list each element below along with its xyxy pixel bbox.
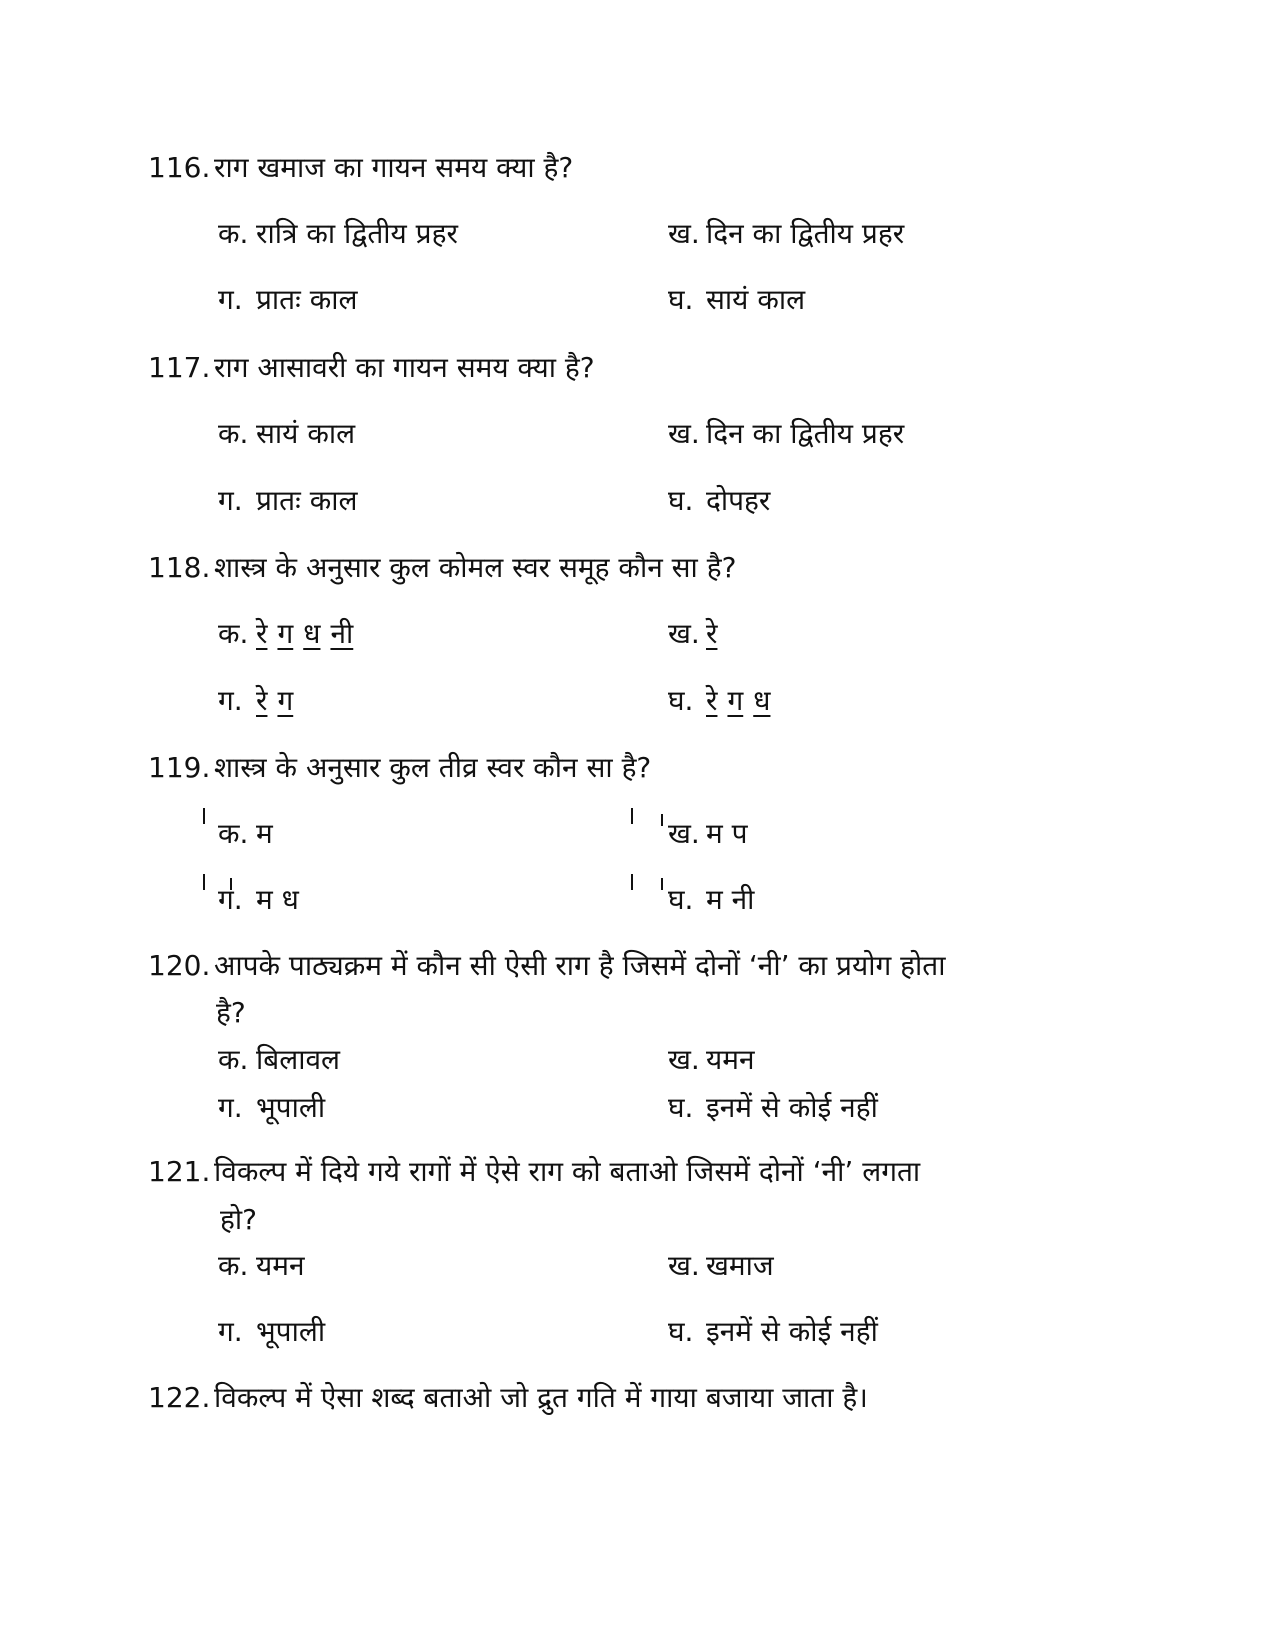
question-number: 118. <box>148 551 211 584</box>
question-text: विकल्प में दिये गये रागों में ऐसे राग को बताओ जिसमें दोनों ‘नी’ लगता <box>214 1155 921 1188</box>
option-marker: ग. <box>218 283 243 316</box>
question-number: 116. <box>148 151 211 184</box>
question-number: 121. <box>148 1155 211 1188</box>
option-ga <box>218 1312 325 1352</box>
option-kha <box>668 1040 755 1080</box>
question-text: राग खमाज का गायन समय क्या है? <box>214 151 574 184</box>
option-marker: घ. <box>668 484 694 517</box>
option-ka <box>218 214 458 254</box>
komal-note: ग <box>727 684 744 717</box>
option-marker: क. <box>218 1043 249 1076</box>
option-marker: ग. <box>218 883 243 916</box>
option-marker: क. <box>218 1249 249 1282</box>
option-text: म <box>256 817 273 850</box>
question-number: 120. <box>148 949 211 982</box>
option-gha <box>668 280 805 320</box>
option-text: यमन <box>706 1043 755 1076</box>
option-gha <box>668 481 770 521</box>
question-121 <box>148 1152 920 1192</box>
option-marker: क. <box>218 617 249 650</box>
question-number: 119. <box>148 751 211 784</box>
option-ga <box>218 880 299 920</box>
option-text: भूपाली <box>256 1091 326 1124</box>
option-marker: घ. <box>668 684 694 717</box>
option-text: भूपाली <box>256 1315 326 1348</box>
tivra-mark <box>203 874 205 890</box>
tivra-mark <box>631 808 633 824</box>
tivra-mark <box>203 808 205 824</box>
option-ka <box>218 1040 340 1080</box>
option-text: प्रातः काल <box>256 484 358 517</box>
komal-note: ग <box>277 684 294 717</box>
option-ga <box>218 681 303 721</box>
tivra-mark <box>631 874 633 890</box>
option-marker: क. <box>218 417 249 450</box>
option-marker: ख. <box>668 817 700 850</box>
option-marker: ख. <box>668 1043 700 1076</box>
question-text-continued: है? <box>216 996 246 1029</box>
option-kha <box>668 1246 774 1286</box>
option-ka <box>218 614 363 654</box>
option-ka <box>218 814 273 854</box>
komal-note: नी <box>330 617 354 650</box>
option-marker: ख. <box>668 417 700 450</box>
question-text: राग आसावरी का गायन समय क्या है? <box>214 351 595 384</box>
question-119 <box>148 748 651 788</box>
question-number: 122. <box>148 1381 211 1414</box>
option-ga <box>218 481 357 521</box>
option-gha <box>668 880 754 920</box>
komal-note: ग <box>277 617 294 650</box>
option-kha <box>668 814 748 854</box>
option-marker: घ. <box>668 1091 694 1124</box>
option-text: यमन <box>256 1249 305 1282</box>
option-gha <box>668 1312 878 1352</box>
option-text: दिन का द्वितीय प्रहर <box>706 217 905 250</box>
option-marker: घ. <box>668 283 694 316</box>
option-text: इनमें से कोई नहीं <box>706 1091 878 1124</box>
question-text: शास्त्र के अनुसार कुल कोमल स्वर समूह कौन सा है? <box>214 551 737 584</box>
option-marker: घ. <box>668 1315 694 1348</box>
question-120 <box>148 946 945 986</box>
option-marker: ग. <box>218 484 243 517</box>
komal-note: रे <box>706 684 718 717</box>
question-text: आपके पाठ्यक्रम में कौन सी ऐसी राग है जिसमें दोनों ‘नी’ का प्रयोग होता <box>214 949 946 982</box>
komal-note: ध <box>753 684 771 717</box>
option-marker: ग. <box>218 684 243 717</box>
option-marker: ख. <box>668 617 700 650</box>
option-kha <box>668 214 904 254</box>
question-118 <box>148 548 736 588</box>
option-ka <box>218 414 355 454</box>
option-text: बिलावल <box>256 1043 341 1076</box>
option-text: रात्रि का द्वितीय प्रहर <box>256 217 458 250</box>
option-kha <box>668 414 904 454</box>
option-text: प्रातः काल <box>256 283 358 316</box>
option-marker: ग. <box>218 1091 243 1124</box>
option-text: दिन का द्वितीय प्रहर <box>706 417 905 450</box>
tivra-mark <box>661 814 663 826</box>
option-gha <box>668 1088 878 1128</box>
komal-note: रे <box>706 617 718 650</box>
question-text: शास्त्र के अनुसार कुल तीव्र स्वर कौन सा है? <box>214 751 652 784</box>
option-text: दोपहर <box>706 484 771 517</box>
question-text-continued: हो? <box>220 1203 257 1236</box>
question-122 <box>148 1378 868 1418</box>
option-gha <box>668 681 780 721</box>
option-marker: घ. <box>668 883 694 916</box>
option-marker: क. <box>218 817 249 850</box>
komal-note: रे <box>256 617 268 650</box>
komal-note: ध <box>303 617 321 650</box>
tivra-mark <box>661 878 663 890</box>
question-number: 117. <box>148 351 211 384</box>
option-text: सायं काल <box>256 417 356 450</box>
option-marker: ग. <box>218 1315 243 1348</box>
option-text: म ध <box>256 883 299 916</box>
option-ka <box>218 1246 305 1286</box>
question-116 <box>148 148 573 188</box>
option-marker: ख. <box>668 1249 700 1282</box>
option-ga <box>218 1088 325 1128</box>
option-text: सायं काल <box>706 283 806 316</box>
option-text: म प <box>706 817 748 850</box>
option-ga <box>218 280 357 320</box>
question-text: विकल्प में ऐसा शब्द बताओ जो द्रुत गति में गाया बजाया जाता है। <box>214 1381 868 1414</box>
option-kha <box>668 614 727 654</box>
option-marker: ख. <box>668 217 700 250</box>
question-117 <box>148 348 595 388</box>
option-text: इनमें से कोई नहीं <box>706 1315 878 1348</box>
option-marker: क. <box>218 217 249 250</box>
option-text: खमाज <box>706 1249 774 1282</box>
komal-note: रे <box>256 684 268 717</box>
option-text: म नी <box>706 883 755 916</box>
